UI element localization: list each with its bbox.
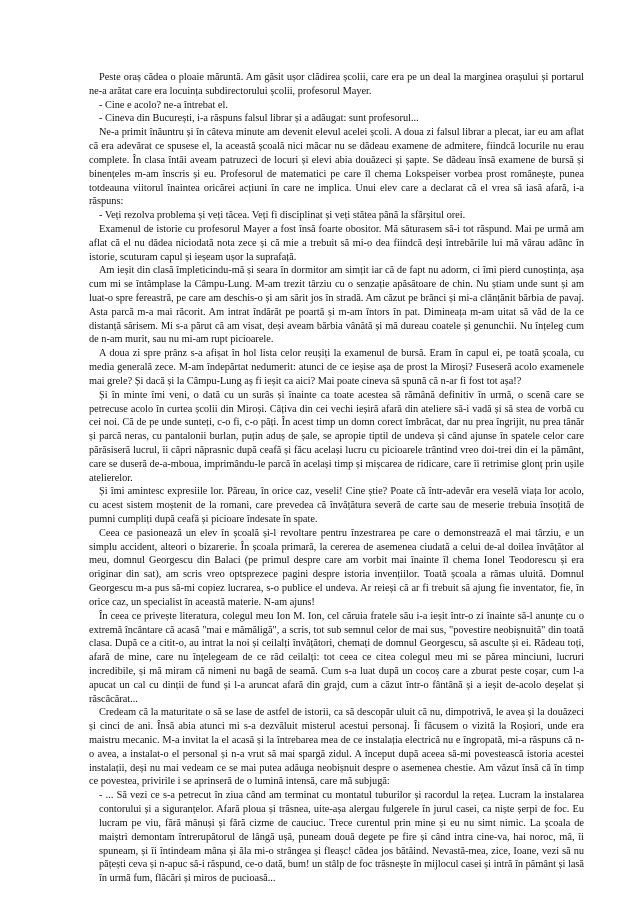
dialogue-line: - Cine e acolo? ne-a întrebat el. bbox=[99, 99, 228, 111]
body-text bbox=[89, 71, 584, 886]
paragraph: Și îmi amintesc expresiile lor. Păreau, în orice caz, veseli! Cine știe? Poate că într-adevăr era veselă viața lor acolo, cu acest sistem moștenit de la romani, care prevedea că învățătura severă de carte sau de meserie trebuia însoțită de pumni cumpliți după ceafă și picioare îndesate în spate. bbox=[89, 486, 584, 525]
dialogue-line: - Cineva din București, i-a răspuns falsul librar și a adăugat: sunt profesorul... bbox=[99, 113, 419, 125]
paragraph: A doua zi spre prânz s-a afișat în hol lista celor reușiți la examenul de bursă. Eram în capul ei, pe toată școala, cu media generală zece. M-am îndepărtat nedumerit: atunci de ce ieșise așa de prost la Miroși? Fuseseră acolo examenele mai grele? Și dacă și la Câmpu-Lung aș fi ieșit ca aici? Mai poate cineva să spună că n-ar fi fost tot așa!? bbox=[89, 348, 584, 387]
paragraph: Ne-a primit înăuntru și în câteva minute am devenit elevul acelei școli. A doua zi falsul librar a plecat, iar eu am aflat că era adevărat ce spusese el, la această școală nici măcar nu se dădeau examene de admitere, fiindcă locurile nu erau complete. În clasa întâi aveam patruzeci de locuri și elevi abia douăzeci și șapte. Se dădeau însă examene de bursă și binențeles m-am înscris și eu. Profesorul de matematici pe care îl chema Lokspeiser vorbea prost românește, punea totdeauna viitorul înaintea oricărei acțiuni în care ne implica. Unui elev care a declarat că el vrea să iasă afară, i-a răspuns: bbox=[89, 127, 584, 208]
dialogue-line: - ... Să vezi ce s-a petrecut în ziua când am terminat cu montatul tuburilor și racordul la rețea. Lucram la instalarea contorului și a siguranțelor. Afară ploua și trăsnea, uite-așa alergau fulgerele în jurul casei, ca niște șerpi de foc. Eu lucram pe viu, fără mănuși și fără cizme de cauciuc. Trece curentul prin mine și eu nu simt nimic. La școala de maiștri demontam întrerupătorul de lângă ușă, puneam două degete pe fire și când intra cine-va, hai noroc, mâ, îi spuneam, și îi întindeam mâna și ăla mi-o strângea și fleașc! cădea jos bătăind. Nevastă-mea, zice, Ioane, vezi să nu pățești ceva și n-apuc să-i răspund, ce-o dată, bum! un stâlp de foc trăsnește în mijlocul casei și intră în pământ și lasă în urmă fum, flăcări și miros de pucioasă... bbox=[99, 790, 584, 885]
paragraph: Examenul de istorie cu profesorul Mayer a fost însă foarte obositor. Mă săturasem să-i tot răspund. Mai pe urmă am aflat că el nu dădea niciodată nota zece și că mie a trebuit să mi-o dea fiindcă deși întrebările lui mă vârau adânc în istorie, scuturam capul și ieșeam ușor la suprafață. bbox=[89, 223, 584, 263]
paragraph: Credeam că la maturitate o să se lase de astfel de istorii, ca să descopăr uluit că nu, dimpotrivă, le avea și la douăzeci și cinci de ani. Însă abia atunci mi s-a dezvăluit misterul acestui personaj. Îi făcusem o vizită la Roșiori, unde era maistru mecanic. M-a invitat la el acasă și la întrebarea mea de ce instalația electrică nu e îngropată, mi-a răspuns că n-o avea, a instalat-o el personal și n-a vrut să mai spargă zidul. A început după aceea să-mi povestească istoria acestei instalații, deși nu mai vedeam ce se mai putea adăuga neobișnuit despre o asemenea chestie. Am văzut însă că în timp ce povestea, privirile i se aprinseră de o lumină intensă, care mă subjugă: bbox=[89, 707, 584, 788]
paragraph: Și în minte îmi veni, o dată cu un surâs și înainte ca toate acestea să rămână definitiv în urmă, o scenă care se petrecuse acolo în curtea școlii din Miroși. Câțiva din cei vechi ieșiră afară din ateliere să-i vadă și să stea de vorbă cu cei noi. Că de pe unde sunteți, c-o fi, c-o păți. În acest timp un domn corect îmbrăcat, dar nu prea îngrijit, nu prea tânăr și parcă neras, cu pantalonii burlan, puțin aduș de șale, se apropie tiptil de undeva și când ajunse în spatele celor care părăsiseră lucrul, îi căpri năprasnic după ceafă și făcu același lucru cu picioarele trântind vreo doi-trei din ei la pământ, care se duseră de-a-mboua, imprimându-le parcă în același timp și mișcarea de ridicare, care îi retrimise glonț prin ușile atelierelor. bbox=[89, 389, 584, 484]
dialogue-line: - Veți rezolva problema și veți tăcea. Veți fi disciplinat și veți stătea până la sfârșitul orei. bbox=[99, 210, 466, 222]
paragraph: Am ieșit din clasă împleticindu-mă și seara în dormitor am simțit iar că de fapt nu adorm, ci îmi pierd cunoștința, așa cum mi se întâmplase la Câmpu-Lung. M-am trezit târziu cu o senzație apăsătoare de chin. Nu știam unde sunt și am luat-o spre fereastră, pe care am deschis-o și am sărit jos în stradă. Am căzut pe brânci și mi-a clănțănit bărbia de pavaj. Asta parcă m-a mai răcorit. Am intrat îndărăt pe poartă și m-am întors în pat. Dimineața m-am uitat să văd de la ce distanță sărisem. Mi s-a părut că am visat, deși aveam bărbia vânătă și mă dureau coatele și genunchii. Nu înțeleg cum de n-am murit, sau nu mi-am rupt picioarele. bbox=[89, 265, 584, 346]
paragraph: În ceea ce privește literatura, colegul meu Ion M. Ion, cel căruia fratele său i-a ieșit într-o zi înainte să-l anunțe cu o extremă încântare că acasă "mai e mămăligă", a scris, tot sub semnul celor de mai sus, "povestire neobișnuită" din toată clasa. După ce a citit-o, au intrat la noi și ceilalți învățători, chemați de domnul Georgescu, să asculte și ei. Rădeau toți, afară de mine, care nu înțelegeam de ce râd ceilalți: tot ceea ce citea colegul meu mi se părea minciuni, lucruri incredibile, și mă miram că nimeni nu bagă de seamă. Cum s-a luat după un cocoș care a zburat peste coșar, cum l-a apucat un cal cu dinții de fund și l-a aruncat afară din grajd, cum a căzut într-o fântână și a ieșit de-acolo deșelat și răscăcărat... bbox=[89, 610, 584, 705]
paragraph: Ceea ce pasionează un elev în școală și-l revoltare pentru înzestrarea pe care o demonstrează el mai târziu, e un simplu accident, alteori o bizarerie. În școala primară, la cererea de asemenea ciudată a celui de-al doilea învățător al meu, domnul Georgescu din Balaci (pe primul despre care am vorbit mai înainte îl chema Ionel Teodorescu și era originar din sat), am scris vreo optsprezece pagini despre istoria invențiilor. Toată școala a rămas uluită. Domnul Georgescu m-a pus să-mi copiez lucrarea, s-o publice el undeva. Ar reieși că ar fi trebuit să ajung fie inventator, fie, în orice caz, un specialist în această materie. N-am ajuns! bbox=[89, 527, 584, 608]
paragraph: Peste oraș cădea o ploaie măruntă. Am găsit ușor clădirea școlii, care era pe un deal la marginea orașului și portarul ne-a arătat care era locuința subdirectorului școlii, profesorul Mayer. bbox=[89, 72, 584, 97]
